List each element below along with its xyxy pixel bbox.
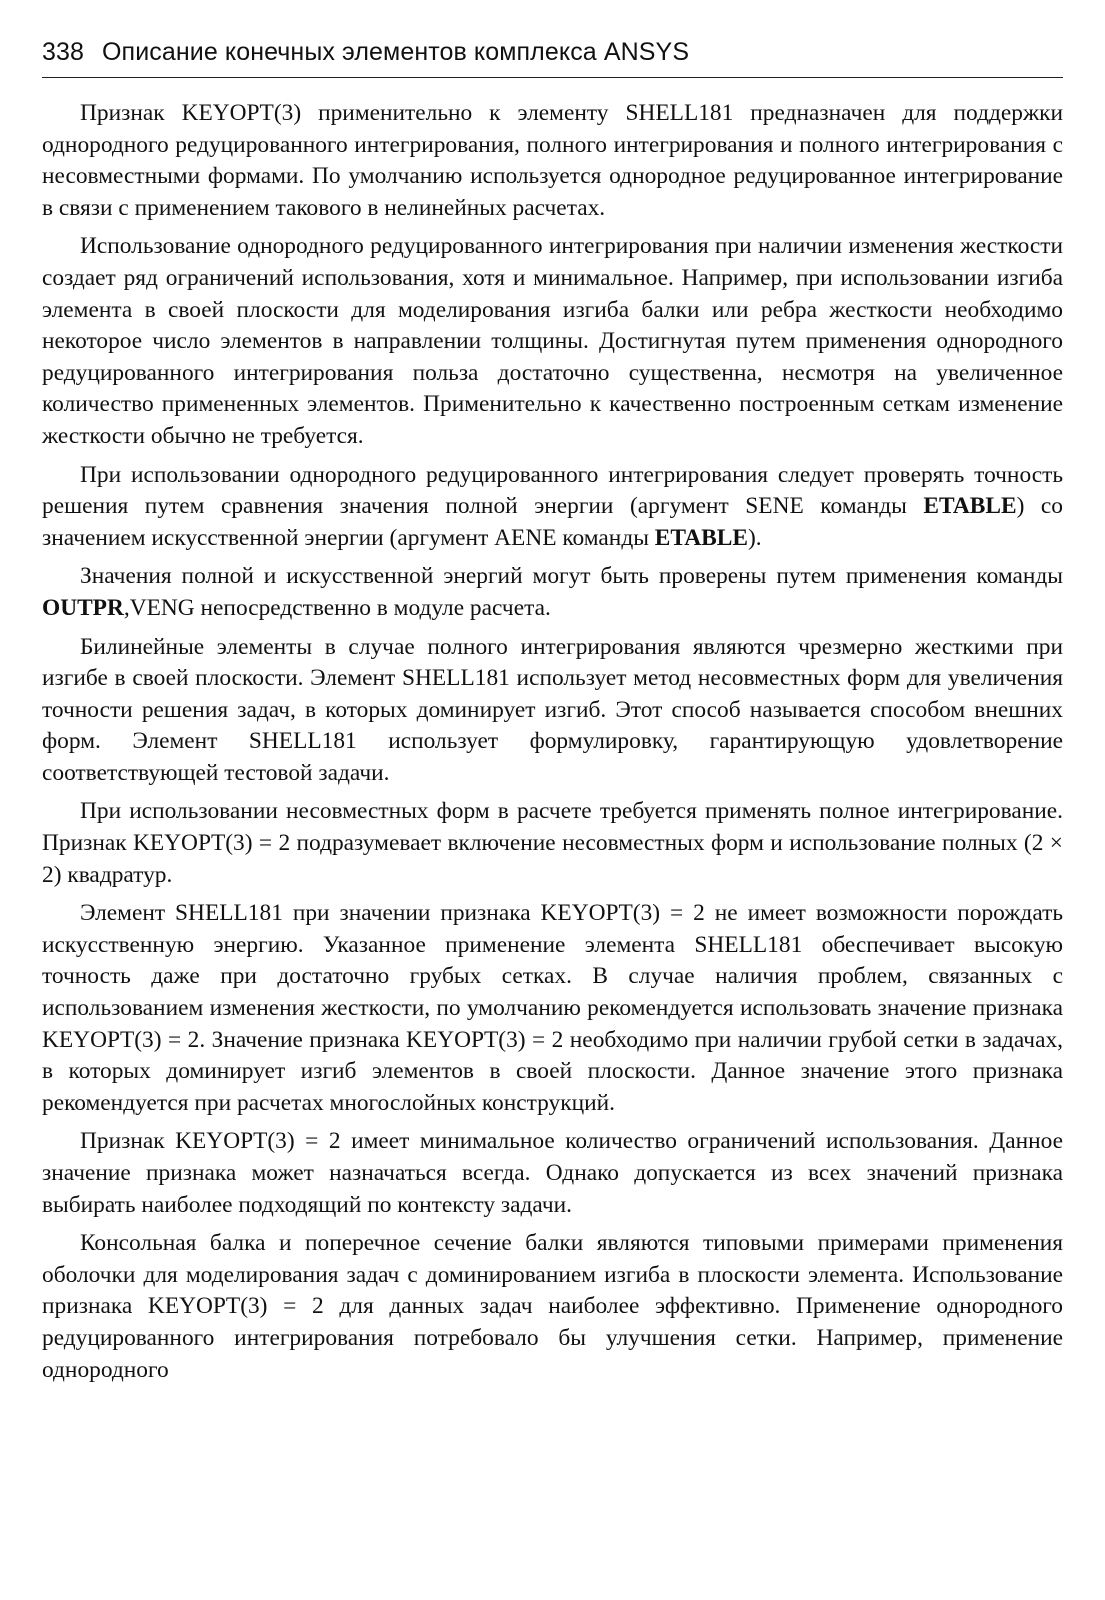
text-run: Консольная балка и поперечное сечение балки являются типовыми примерами применения оболочки для моделирования задач с доминированием изгиба в плоскости элемента. Использование признака KEYOPT(3) = 2 для данных задач наиболее эффективно. Применение однородного редуцированного интегрирования потребовало бы улучшения сетки. Например, применение однородного [42, 1230, 1063, 1383]
text-run: Значения полной и искусственной энергий могут быть проверены путем применения команды [80, 563, 1063, 590]
paragraph [42, 561, 1063, 624]
paragraph [42, 898, 1063, 1119]
text-run: Признак KEYOPT(3) = 2 имеет минимальное количество ограничений использования. Данное значение признака может назначаться всегда. Однако допускается из всех значений признака выбирать наиболее подходящий по контексту задачи. [42, 1128, 1063, 1218]
text-run: ). [747, 524, 762, 551]
text-run: ,VENG непосредственно в модуле расчета. [123, 594, 551, 621]
command-name: ETABLE [923, 493, 1017, 520]
text-run: При использовании однородного редуцированного интегрирования следует проверять точность решения путем сравнения значения полной энергии (аргумент SENE команды [42, 461, 1063, 520]
paragraph [42, 231, 1063, 452]
text-run: Признак KEYOPT(3) применительно к элементу SHELL181 предназначен для поддержки однородного редуцированного интегрирования, полного интегрирования и полного интегрирования с несовместными формами. По умолчанию используется однородное редуцированное интегрирование в связи с применением такового в нелинейных расчетах. [42, 100, 1063, 221]
command-name: ETABLE [654, 524, 748, 551]
page-number: 338 [42, 38, 85, 66]
paragraph [42, 1126, 1063, 1221]
command-name: OUTPR [42, 594, 124, 621]
paragraph [42, 632, 1063, 790]
running-title: Описание конечных элементов комплекса ANSYS [102, 38, 690, 66]
text-run: При использовании несовместных форм в расчете требуется применять полное интегрирование. Признак KEYOPT(3) = 2 подразумевает включение несовместных форм и использование полных (2 × 2) квадратур. [42, 798, 1063, 888]
paragraph [42, 796, 1063, 891]
running-header [42, 38, 1063, 78]
text-run: ) со значением искусственной энергии (аргумент AENE команды [42, 493, 1063, 551]
paragraph [42, 460, 1063, 555]
text-run: Билинейные элементы в случае полного интегрирования являются чрезмерно жесткими при изгибе в своей плоскости. Элемент SHELL181 использует метод несовместных форм для увеличения точности решения задач, в которых доминирует изгиб. Этот способ называется способом внешних форм. Элемент SHELL181 использует формулировку, гарантирующую удовлетворение соответствующей тестовой задачи. [42, 633, 1063, 786]
text-run: Элемент SHELL181 при значении признака KEYOPT(3) = 2 не имеет возможности порождать искусственную энергию. Указанное применение элемента SHELL181 обеспечивает высокую точность даже при достаточно грубых сетках. В случае наличия проблем, связанных с использованием изменения жесткости, по умолчанию рекомендуется использовать значение признака KEYOPT(3) = 2. Значение признака KEYOPT(3) = 2 необходимо при наличии грубой сетки в задачах, в которых доминирует изгиб элементов в своей плоскости. Данное значение этого признака рекомендуется при расчетах многослойных конструкций. [42, 900, 1063, 1116]
body-text [42, 98, 1063, 1386]
text-run: Использование однородного редуцированного интегрирования при наличии изменения жесткости создает ряд ограничений использования, хотя и минимальное. Например, при использовании изгиба элемента в своей плоскости для моделирования изгиба балки или ребра жесткости необходимо некоторое число элементов в направлении толщины. Достигнутая путем применения однородного редуцированного интегрирования польза достаточно существенна, несмотря на увеличенное количество примененных элементов. Применительно к качественно построенным сеткам изменение жесткости обычно не требуется. [42, 233, 1063, 449]
paragraph [42, 1228, 1063, 1386]
paragraph [42, 98, 1063, 224]
